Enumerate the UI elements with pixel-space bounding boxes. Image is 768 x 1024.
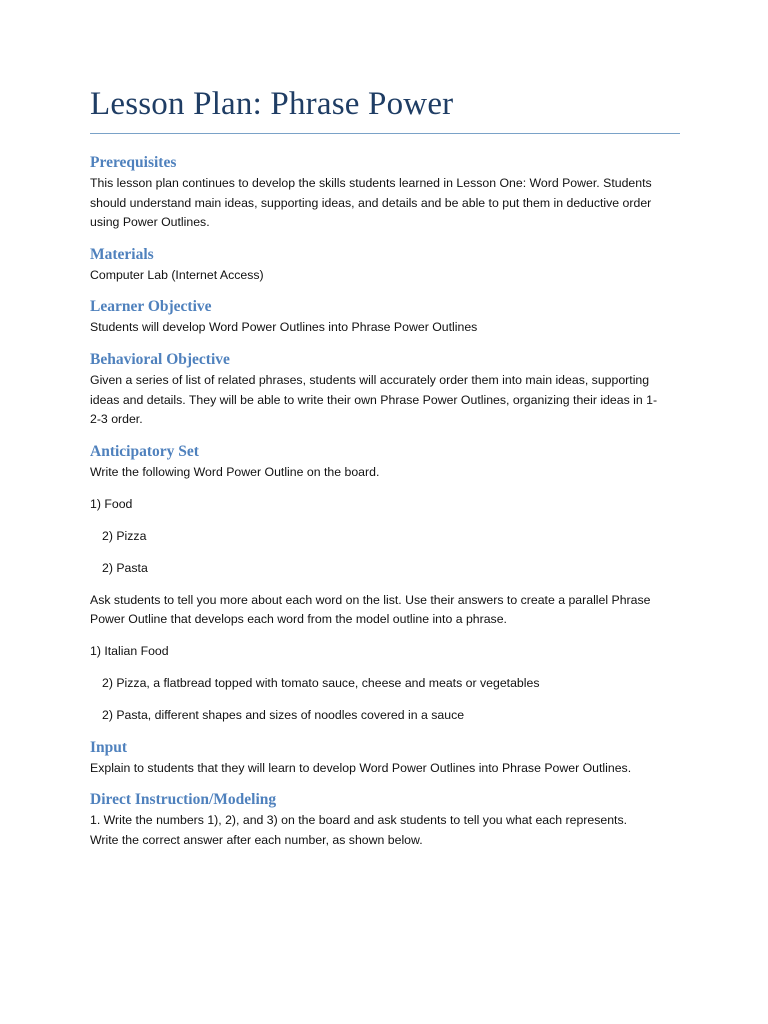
anticipatory-paragraph-line: Ask students to tell you more about each word on the list. Use their answers to create a parallel Phrase	[90, 592, 651, 607]
outline-item: 2) Pizza, a flatbread topped with tomato sauce, cheese and meats or vegetables	[102, 676, 540, 691]
direct-instruction-line: 1. Write the numbers 1), 2), and 3) on the board and ask students to tell you what each represents.	[90, 813, 628, 828]
anticipatory-paragraph-line: Power Outline that develops each word from the model outline into a phrase.	[90, 612, 507, 627]
heading-materials: Materials	[90, 245, 154, 263]
heading-behavioral-objective: Behavioral Objective	[90, 350, 230, 368]
section-prerequisites	[90, 152, 690, 233]
section-learner-objective	[90, 296, 690, 338]
outline-item: 2) Pizza	[102, 528, 147, 543]
outline-item: 1) Italian Food	[90, 644, 169, 659]
behavioral-objective-line: 2-3 order.	[90, 412, 143, 427]
prerequisites-line: This lesson plan continues to develop the skills students learned in Lesson One: Word Power. Students	[90, 176, 652, 190]
direct-instruction-line: Write the correct answer after each number, as shown below.	[90, 833, 423, 848]
title-underline	[90, 133, 680, 134]
input-line: Explain to students that they will learn to develop Word Power Outlines into Phrase Power Outlines.	[90, 760, 632, 775]
behavioral-objective-line: Given a series of list of related phrases, students will accurately order them into main ideas, supporting	[90, 372, 650, 387]
learner-objective-line: Students will develop Word Power Outlines into Phrase Power Outlines	[90, 320, 478, 335]
outline-item: 2) Pasta, different shapes and sizes of noodles covered in a sauce	[102, 708, 465, 723]
section-direct-instruction	[90, 789, 690, 850]
heading-input: Input	[90, 738, 128, 756]
section-materials	[90, 244, 690, 286]
prerequisites-line: should understand main ideas, supporting ideas, and details and be able to put them in deductive order	[90, 195, 652, 210]
outline-item: 1) Food	[90, 496, 133, 511]
heading-prerequisites: Prerequisites	[90, 154, 177, 171]
heading-anticipatory-set: Anticipatory Set	[90, 442, 199, 460]
page-title: Lesson Plan: Phrase Power	[90, 86, 454, 122]
behavioral-objective-line: ideas and details. They will be able to write their own Phrase Power Outlines, organizing their ideas in 1-	[90, 392, 658, 407]
anticipatory-intro: Write the following Word Power Outline on the board.	[90, 464, 380, 479]
outline-item: 2) Pasta	[102, 560, 148, 575]
section-input	[90, 737, 690, 779]
heading-learner-objective: Learner Objective	[90, 298, 212, 316]
prerequisites-line: using Power Outlines.	[90, 215, 210, 230]
document-body	[90, 152, 690, 862]
section-anticipatory-set	[90, 441, 690, 726]
section-behavioral-objective	[90, 349, 690, 430]
materials-line: Computer Lab (Internet Access)	[90, 267, 264, 282]
heading-direct-instruction: Direct Instruction/Modeling	[90, 791, 277, 809]
